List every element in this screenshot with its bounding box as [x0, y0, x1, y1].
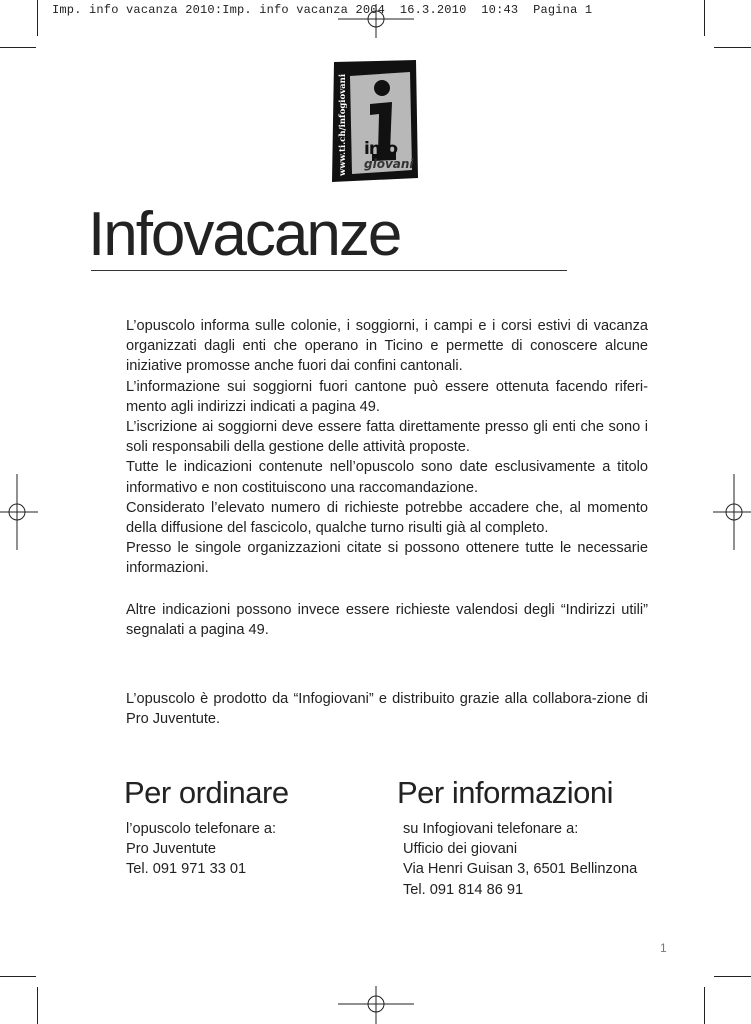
registration-mark-top: [338, 4, 414, 38]
crop-mark-top-right-h: [714, 47, 751, 48]
useful-addresses-paragraph: Altre indicazioni possono invece essere richieste valendosi degli “Indirizzi utili” segnalati a pagina 49.: [126, 602, 648, 639]
order-line: l’opuscolo telefonare a:: [126, 821, 277, 837]
logo-word-giovani: giovani: [364, 157, 414, 171]
order-heading: Per ordinare: [124, 775, 289, 810]
registration-mark-bottom: [338, 986, 414, 1024]
crop-mark-top-right-v: [704, 0, 705, 36]
intro-paragraph: Considerato l’elevato numero di richieste potrebbe accadere che, al momento della diffusione del fascicolo, qualche turno risulti già al completo.: [126, 499, 648, 537]
info-phone: Tel. 091 814 86 91: [403, 881, 524, 898]
registration-mark-right: [713, 474, 751, 550]
production-text: [126, 689, 648, 729]
page-number: 1: [660, 941, 667, 955]
crop-mark-bottom-right-v: [704, 987, 705, 1024]
order-details: [126, 819, 276, 880]
crop-mark-bottom-left-h: [0, 976, 36, 977]
logo-url-text: www.ti.ch/infogiovani: [338, 73, 348, 176]
crop-mark-bottom-right-h: [714, 976, 751, 977]
crop-mark-top-left-v: [37, 0, 38, 36]
crop-mark-top-left-h: [0, 47, 36, 48]
title-underline: [91, 270, 567, 271]
info-details: [403, 819, 637, 900]
info-address: Via Henri Guisan 3, 6501 Bellinzona: [403, 861, 638, 878]
useful-addresses-text: [126, 600, 648, 640]
registration-mark-left: [0, 474, 38, 550]
logo-word-info: info: [364, 139, 398, 159]
intro-paragraph: L’opuscolo informa sulle colonie, i soggiorni, i campi e i corsi estivi di vacanza organizzati dagli enti che operano in Ticino e permette di conoscere alcune iniziative promosse anche fuori dai confini cantonali.: [126, 318, 648, 375]
intro-paragraph: Tutte le indicazioni contenute nell’opuscolo sono date esclusivamente a titolo informativo e non costituiscono una raccomandazione.: [126, 459, 648, 496]
order-line: Pro Juventute: [126, 841, 217, 858]
order-phone: Tel. 091 971 33 01: [126, 861, 247, 878]
intro-text: [126, 316, 648, 579]
intro-paragraph: Presso le singole organizzazioni citate si possono ottenere tutte le necessarie informazioni.: [126, 540, 648, 577]
info-line: su Infogiovani telefonare a:: [403, 821, 579, 837]
page-title: Infovacanze: [88, 200, 401, 269]
crop-mark-bottom-left-v: [37, 987, 38, 1024]
info-line: Ufficio dei giovani: [403, 841, 518, 858]
intro-paragraph: L’informazione sui soggiorni fuori cantone può essere ottenuta facendo riferi-mento agli indirizzi indicati a pagina 49.: [126, 378, 648, 415]
infogiovani-logo: [330, 60, 420, 185]
info-heading: Per informazioni: [397, 775, 613, 810]
intro-paragraph: L’iscrizione ai soggiorni deve essere fatta direttamente presso gli enti che sono i soli responsabili della gestione delle attività proposte.: [126, 419, 648, 456]
production-paragraph: L’opuscolo è prodotto da “Infogiovani” e distribuito grazie alla collabora-zione di Pro Juventute.: [126, 691, 648, 728]
print-slug-line: Imp. info vacanza 2010:Imp. info vacanza 2004 16.3.2010 10:43 Pagina 1: [52, 3, 593, 17]
